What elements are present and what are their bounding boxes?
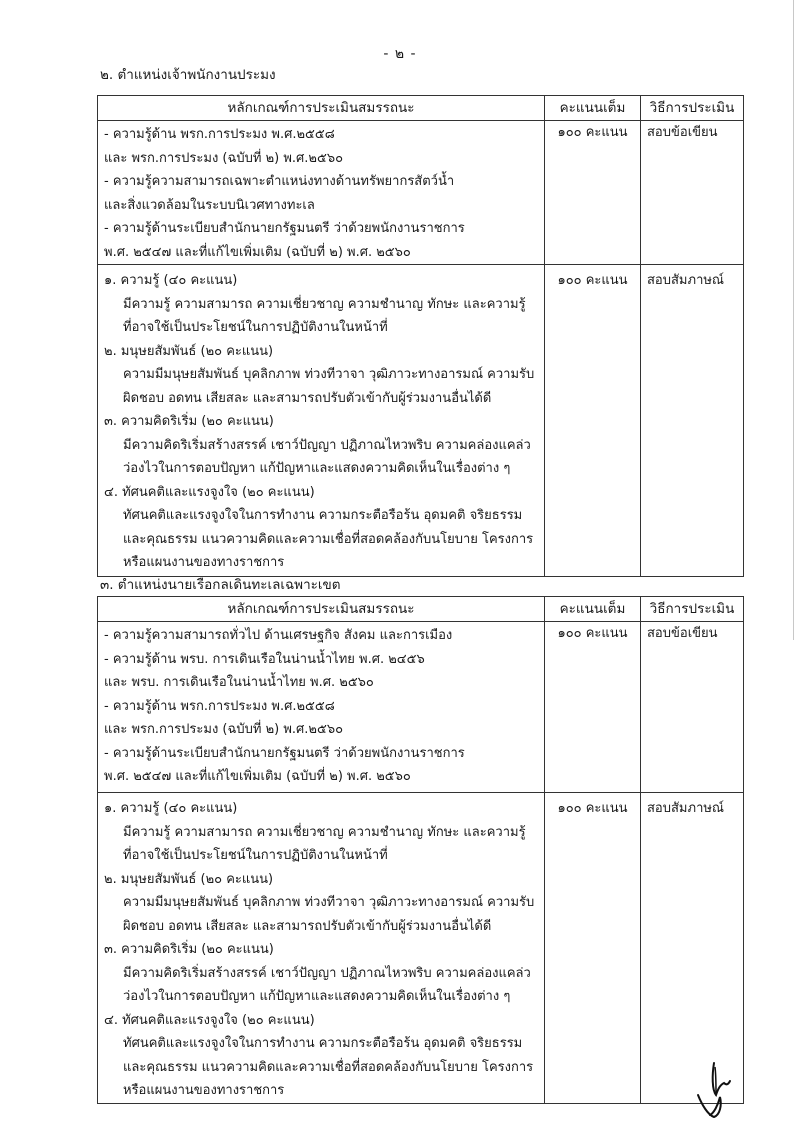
table-row: [98, 121, 744, 265]
criteria-line: ทัศนคติและแรงจูงใจในการทำงาน ความกระตือรือร้น อุดมคติ จริยธรรม: [123, 508, 523, 523]
criteria-line: และ พรก.การประมง (ฉบับที่ ๒) พ.ศ.๒๕๖๐: [104, 722, 344, 737]
criteria-item-title: ๒. มนุษยสัมพันธ์ (๒๐ คะแนน): [104, 871, 274, 887]
criteria-line: และคุณธรรม แนวความคิดและความเชื่อที่สอดคล้องกับนโยบาย โครงการ: [123, 1059, 534, 1075]
criteria-line: หรือแผนงานของทางราชการ: [123, 1083, 285, 1098]
header-full-score: คะแนนเต็ม: [545, 597, 641, 622]
full-score-cell: ๑๐๐ คะแนน: [545, 265, 641, 577]
criteria-line: พ.ศ. ๒๕๔๗ และที่แก้ไขเพิ่มเติม (ฉบับที่ ๒) พ.ศ. ๒๕๖๐: [104, 769, 411, 784]
criteria-cell: [98, 622, 545, 793]
full-score-cell: ๑๐๐ คะแนน: [545, 121, 641, 265]
table-header-row: [98, 597, 744, 622]
criteria-line: - ความรู้ด้านระเบียบสำนักนายกรัฐมนตรี ว่าด้วยพนักงานราชการ: [104, 221, 465, 236]
criteria-line: ว่องไวในการตอบปัญหา แก้ปัญหาและแสดงความคิดเห็นในเรื่องต่าง ๆ: [123, 461, 511, 476]
criteria-item-title: ๓. ความคิดริเริ่ม (๒๐ คะแนน): [104, 942, 274, 957]
criteria-line: และ พรบ. การเดินเรือในน่านน้ำไทย พ.ศ. ๒๕๖๐: [104, 675, 374, 690]
table-header-row: [98, 96, 744, 121]
full-score-cell: ๑๐๐ คะแนน: [545, 793, 641, 1104]
header-method: วิธีการประเมิน: [641, 96, 744, 121]
table-row: [98, 793, 744, 1104]
table-row: [98, 622, 744, 793]
criteria-line: ผิดชอบ อดทน เสียสละ และสามารถปรับตัวเข้ากับผู้ร่วมงานอื่นได้ดี: [123, 918, 492, 934]
criteria-line: ความมีมนุษยสัมพันธ์ บุคลิกภาพ ท่วงทีวาจา วุฒิภาวะทางอารมณ์ ความรับ: [123, 367, 535, 382]
criteria-line: - ความรู้ความสามารถทั่วไป ด้านเศรษฐกิจ สังคม และการเมือง: [104, 628, 453, 643]
criteria-line: ความมีมนุษยสัมพันธ์ บุคลิกภาพ ท่วงทีวาจา วุฒิภาวะทางอารมณ์ ความรับ: [123, 895, 535, 910]
header-method: วิธีการประเมิน: [641, 597, 744, 622]
criteria-line: ผิดชอบ อดทน เสียสละ และสามารถปรับตัวเข้ากับผู้ร่วมงานอื่นได้ดี: [123, 390, 492, 406]
full-score-cell: ๑๐๐ คะแนน: [545, 622, 641, 793]
criteria-item-title: ๑. ความรู้ (๔๐ คะแนน): [104, 801, 238, 816]
header-criteria: หลักเกณฑ์การประเมินสมรรถนะ: [98, 96, 545, 121]
criteria-cell: [98, 793, 545, 1104]
method-cell: สอบข้อเขียน: [641, 121, 744, 265]
criteria-line: และสิ่งแวดล้อมในระบบนิเวศทางทะเล: [104, 197, 315, 213]
criteria-line: มีความคิดริเริ่มสร้างสรรค์ เชาว์ปัญญา ปฏิภาณไหวพริบ ความคล่องแคล่ว: [123, 965, 531, 981]
criteria-line: - ความรู้ความสามารถเฉพาะตำแหน่งทางด้านทรัพยากรสัตว์น้ำ: [104, 174, 455, 189]
criteria-item-title: ๔. ทัศนคติและแรงจูงใจ (๒๐ คะแนน): [104, 484, 315, 500]
method-cell: สอบข้อเขียน: [641, 622, 744, 793]
criteria-line: - ความรู้ด้าน พรก.การประมง พ.ศ.๒๕๕๘: [104, 127, 335, 142]
criteria-line: - ความรู้ด้าน พรบ. การเดินเรือในน่านน้ำไทย พ.ศ. ๒๔๕๖: [104, 651, 425, 667]
criteria-line: และ พรก.การประมง (ฉบับที่ ๒) พ.ศ.๒๕๖๐: [104, 150, 344, 166]
header-full-score: คะแนนเต็ม: [545, 96, 641, 121]
handwritten-signature-icon: [690, 1055, 750, 1125]
page-number: - ๒ -: [383, 46, 417, 62]
header-criteria: หลักเกณฑ์การประเมินสมรรถนะ: [98, 597, 545, 622]
criteria-item-title: ๑. ความรู้ (๔๐ คะแนน): [104, 273, 238, 288]
criteria-line: มีความคิดริเริ่มสร้างสรรค์ เชาว์ปัญญา ปฏิภาณไหวพริบ ความคล่องแคล่ว: [123, 437, 531, 453]
criteria-line: มีความรู้ ความสามารถ ความเชี่ยวชาญ ความชำนาญ ทักษะ และความรู้: [123, 296, 526, 312]
criteria-line: ว่องไวในการตอบปัญหา แก้ปัญหาและแสดงความคิดเห็นในเรื่องต่าง ๆ: [123, 989, 511, 1004]
criteria-line: และคุณธรรม แนวความคิดและความเชื่อที่สอดคล้องกับนโยบาย โครงการ: [123, 531, 534, 547]
criteria-line: ที่อาจใช้เป็นประโยชน์ในการปฏิบัติงานในหน้าที่: [123, 320, 388, 335]
criteria-table-fisheries-officer: [97, 95, 744, 577]
criteria-line: พ.ศ. ๒๕๔๗ และที่แก้ไขเพิ่มเติม (ฉบับที่ ๒) พ.ศ. ๒๕๖๐: [104, 244, 411, 260]
criteria-line: - ความรู้ด้านระเบียบสำนักนายกรัฐมนตรี ว่าด้วยพนักงานราชการ: [104, 745, 465, 761]
scan-edge-artifact: [793, 0, 794, 640]
section-heading-coastal-marine-engineer: ๓. ตำแหน่งนายเรือกลเดินทะเลเฉพาะเขต: [100, 577, 341, 593]
method-cell: สอบสัมภาษณ์: [641, 265, 744, 577]
criteria-item-title: ๒. มนุษยสัมพันธ์ (๒๐ คะแนน): [104, 343, 274, 359]
method-cell: สอบสัมภาษณ์: [641, 793, 744, 1104]
criteria-item-title: ๓. ความคิดริเริ่ม (๒๐ คะแนน): [104, 414, 274, 429]
criteria-line: ที่อาจใช้เป็นประโยชน์ในการปฏิบัติงานในหน้าที่: [123, 848, 388, 863]
criteria-table-coastal-marine-engineer: [97, 596, 744, 1104]
section-heading-fisheries-officer: ๒. ตำแหน่งเจ้าพนักงานประมง: [100, 67, 276, 83]
criteria-line: ทัศนคติและแรงจูงใจในการทำงาน ความกระตือรือร้น อุดมคติ จริยธรรม: [123, 1036, 523, 1051]
criteria-line: หรือแผนงานของทางราชการ: [123, 555, 285, 570]
criteria-cell: [98, 121, 545, 265]
criteria-cell: [98, 265, 545, 577]
criteria-line: - ความรู้ด้าน พรก.การประมง พ.ศ.๒๕๕๘: [104, 698, 335, 714]
criteria-item-title: ๔. ทัศนคติและแรงจูงใจ (๒๐ คะแนน): [104, 1012, 315, 1028]
table-row: [98, 265, 744, 577]
criteria-line: มีความรู้ ความสามารถ ความเชี่ยวชาญ ความชำนาญ ทักษะ และความรู้: [123, 824, 526, 840]
